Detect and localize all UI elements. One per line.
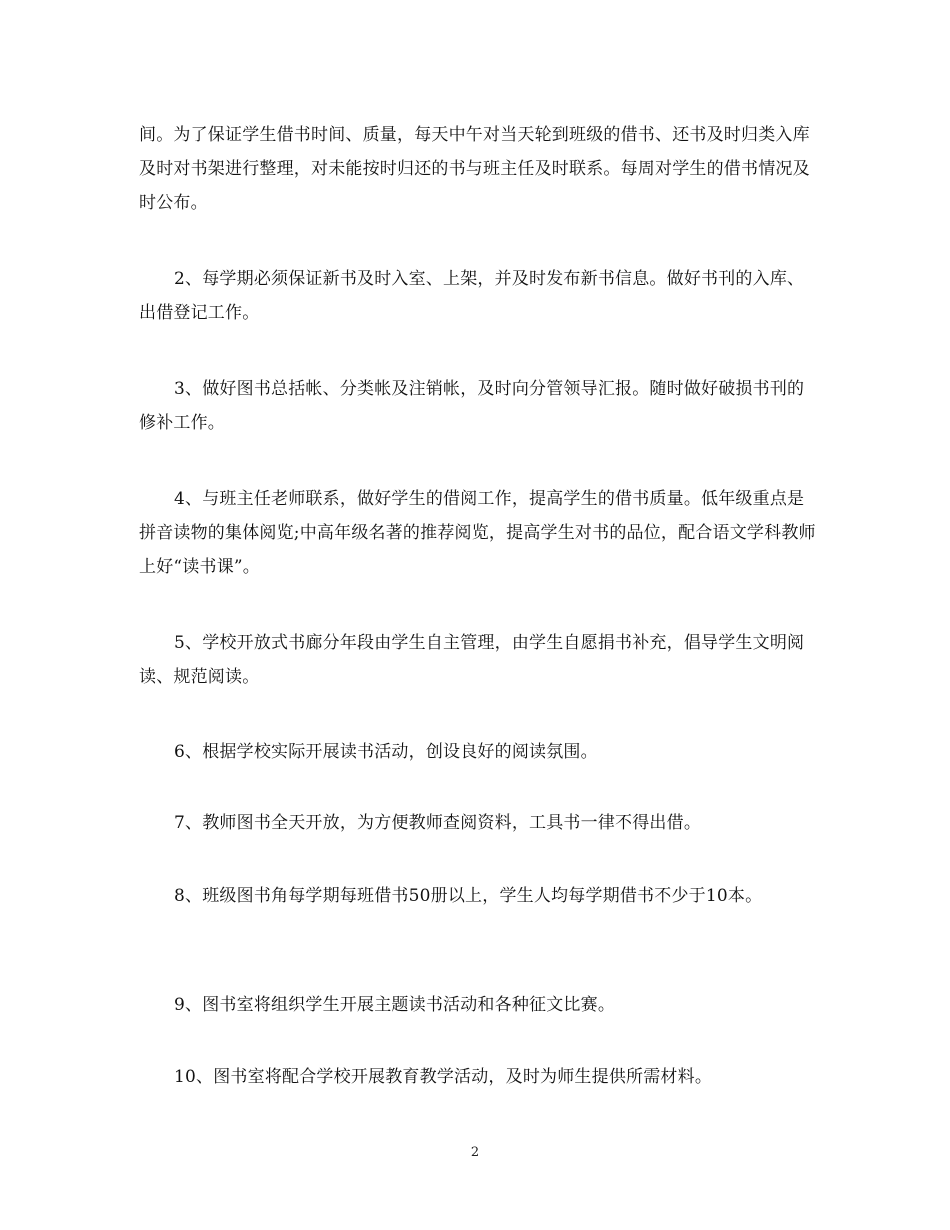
paragraph-item-6: 6、根据学校实际开展读书活动，创设良好的阅读氛围。 [174, 742, 598, 762]
paragraph-item-7: 7、教师图书全天开放，为方便教师查阅资料，工具书一律不得出借。 [174, 813, 702, 833]
paragraph-item-3: 3、做好图书总括帐、分类帐及注销帐，及时向分管领导汇报。随时做好破损书刊的修补工作。 [139, 379, 805, 433]
paragraph-item-5: 5、学校开放式书廊分年段由学生自主管理，由学生自愿捐书补充，倡导学生文明阅读、规范阅读。 [139, 633, 805, 687]
paragraph-continuation: 间。为了保证学生借书时间、质量，每天中午对当天轮到班级的借书、还书及时归类入库及时对书架进行整理，对未能按时归还的书与班主任及时联系。每周对学生的借书情况及时公布。 [139, 125, 810, 213]
page-number: 2 [470, 1145, 480, 1160]
paragraph-item-4: 4、与班主任老师联系，做好学生的借阅工作，提高学生的借书质量。低年级重点是拼音读物的集体阅览;中高年级名著的推荐阅览，提高学生对书的品位，配合语文学科教师上好“读书课”。 [139, 489, 816, 577]
paragraph-item-10: 10、图书室将配合学校开展教育教学活动，及时为师生提供所需材料。 [174, 1067, 713, 1087]
paragraph-item-9: 9、图书室将组织学生开展主题读书活动和各种征文比赛。 [174, 995, 616, 1015]
paragraph-item-8: 8、班级图书角每学期每班借书50册以上，学生人均每学期借书不少于10本。 [174, 886, 763, 906]
paragraph-item-2: 2、每学期必须保证新书及时入室、上架，并及时发布新书信息。做好书刊的入库、出借登记工作。 [139, 269, 805, 323]
